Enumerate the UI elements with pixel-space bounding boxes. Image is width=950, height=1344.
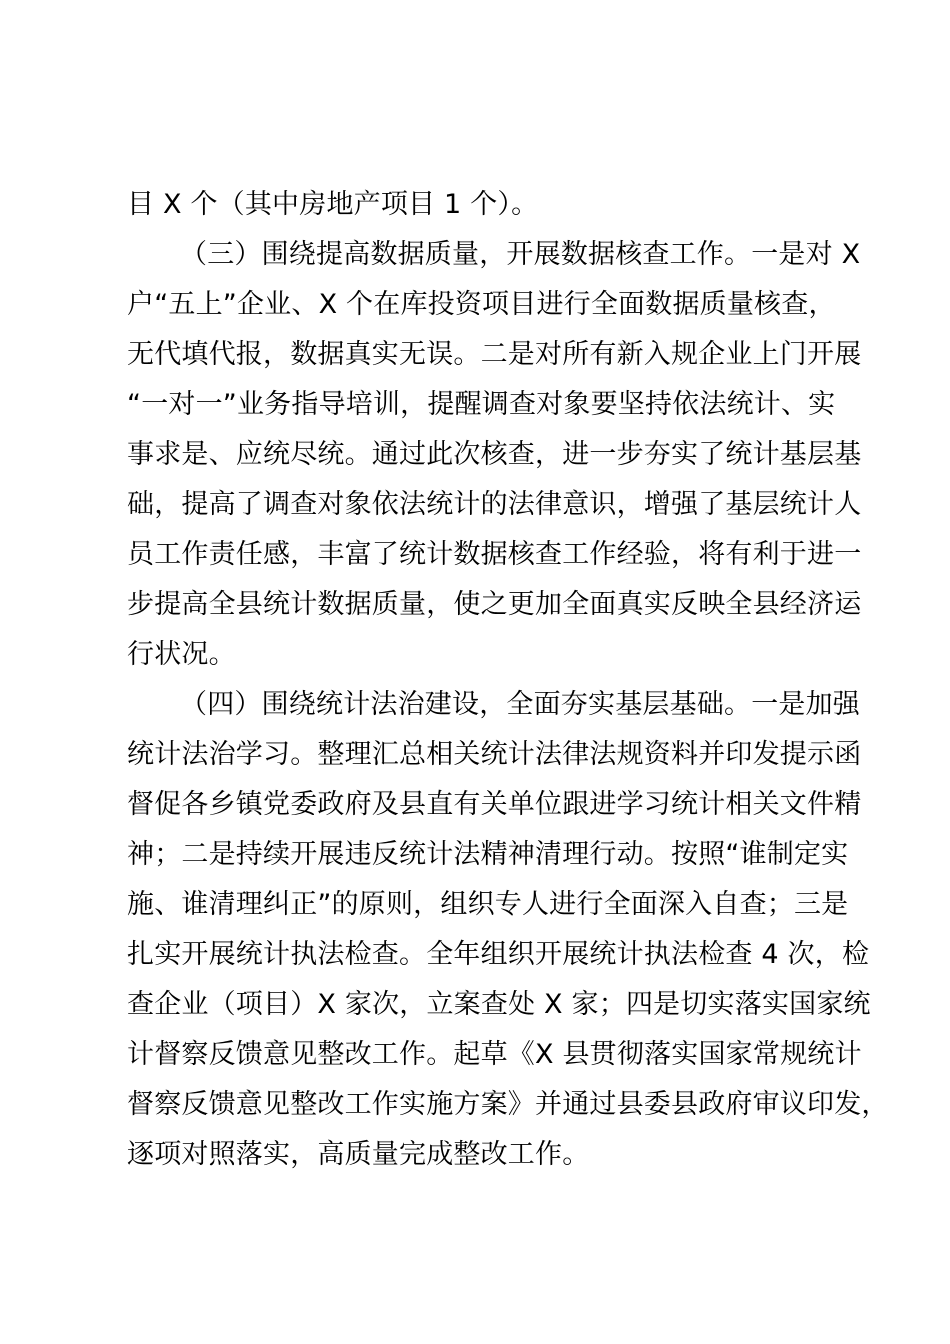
- text-line-15: 施、谁清理纠正”的原则，组织专人进行全面深入自查；三是: [127, 889, 849, 920]
- text-line-6: 事求是、应统尽统。通过此次核查，进一步夯实了统计基层基: [127, 439, 862, 470]
- text-line-5: “一对一”业务指导培训，提醒调查对象要坚持依法统计、实: [127, 389, 836, 420]
- text-line-8: 员工作责任感，丰富了统计数据核查工作经验，将有利于进一: [127, 539, 862, 570]
- text-line-3: 户“五上”企业、X 个在库投资项目进行全面数据质量核查，: [127, 289, 836, 320]
- text-line-19: 督察反馈意见整改工作实施方案》并通过县委县政府审议印发，: [127, 1089, 889, 1120]
- text-line-9: 步提高全县统计数据质量，使之更加全面真实反映全县经济运: [127, 589, 862, 620]
- section-heading-4: （四）围绕统计法治建设，全面夯实基层基础。一是加强: [180, 689, 860, 720]
- section-heading-3: （三）围绕提高数据质量，开展数据核查工作。一是对 X: [180, 239, 861, 270]
- text-line-18: 计督察反馈意见整改工作。起草《X 县贯彻落实国家常规统计: [127, 1039, 862, 1070]
- text-line-4: 无代填代报，数据真实无误。二是对所有新入规企业上门开展: [127, 339, 862, 370]
- text-line-10: 行状况。: [127, 639, 236, 670]
- text-line-1: 目 X 个（其中房地产项目 1 个）。: [127, 189, 539, 220]
- text-line-13: 督促各乡镇党委政府及县直有关单位跟进学习统计相关文件精: [127, 789, 862, 820]
- text-line-12: 统计法治学习。整理汇总相关统计法律法规资料并印发提示函: [127, 739, 862, 770]
- text-line-17: 查企业（项目）X 家次，立案查处 X 家；四是切实落实国家统: [127, 989, 871, 1020]
- text-line-16: 扎实开展统计执法检查。全年组织开展统计执法检查 4 次，检: [127, 939, 870, 970]
- text-line-20: 逐项对照落实，高质量完成整改工作。: [127, 1139, 590, 1170]
- text-line-7: 础，提高了调查对象依法统计的法律意识，增强了基层统计人: [127, 489, 862, 520]
- text-line-14: 神；二是持续开展违反统计法精神清理行动。按照“谁制定实: [127, 839, 849, 870]
